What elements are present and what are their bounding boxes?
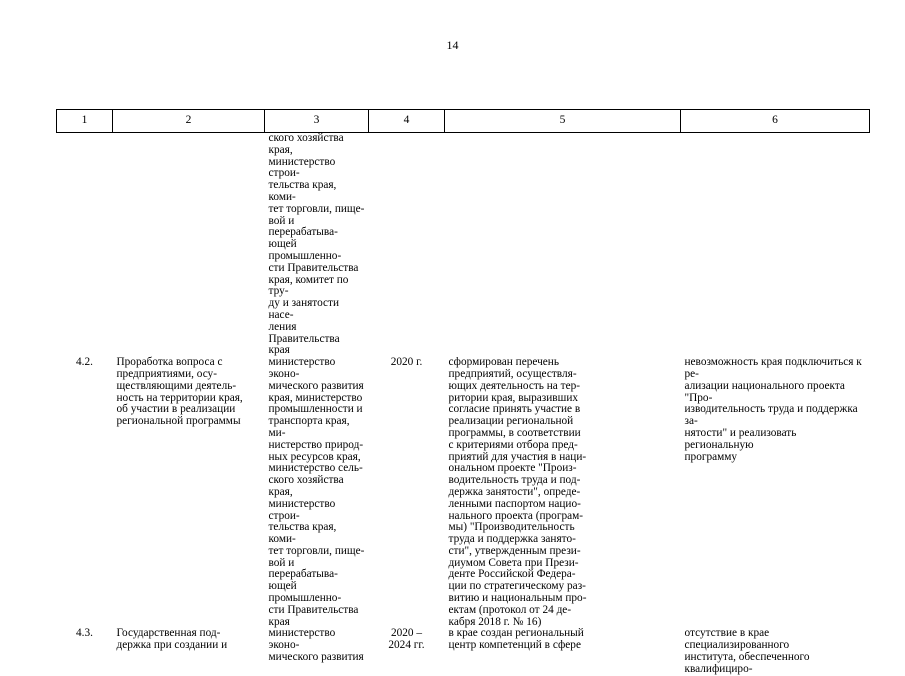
executors: министерство эконо- мического развития края, министерство промышленности и транспорта края, ми- нистерство природ- ных ресурсов края, министерство сель- ского хозяйства края, министерство строи- тельства края, коми- тет торговли, пище- вой и перерабатыва- ющей промышленно- сти Правительства края [268, 356, 365, 628]
measures-table [56, 109, 870, 676]
period: 2020 – 2024 гг. [388, 627, 425, 652]
period [369, 133, 445, 358]
table-header [57, 110, 870, 133]
row-number [57, 133, 113, 358]
executors: министерство эконо- мического развития [268, 627, 364, 664]
expected-result: сформирован перечень предприятий, осуществля- ющих деятельность на тер- ритории края, выразивших согласие принять участие в реализации региональной программы, в соответствии с критериями отбора пред- приятий для участия в наци- ональном проекте "Произ- водительность труда и под- держка занятости", опреде- ленными паспортом нацио- нального проекта (програм- мы) "Производительность труда и поддержка занято- сти", утвержденным прези- диумом Совета при Прези- денте Российской Федера- ции по стратегическому раз- витию и национальным про- ектам (протокол от 24 де- кабря 2018 г. № 16) [448, 356, 587, 628]
measure-name: Проработка вопроса с предприятиями, осу- ществляющими деятель- ность на территории края, об участии в реализации региональной программы [116, 356, 243, 428]
page-number: 14 [446, 38, 459, 52]
executors: ского хозяйства края, министерство строи- тельства края, коми- тет торговли, пище- вой и перерабатыва- ющей промышленно- сти Правительства края, комитет по тру- ду и занятости насе- ления Правительства края [268, 132, 365, 357]
header-col-5: 5 [445, 110, 681, 133]
measure-name [113, 133, 265, 358]
header-col-2: 2 [113, 110, 265, 133]
consequences: невозможность края подключиться к ре- ализации национального проекта "Про- изводительность труда и поддержка за- нятости" и реализовать региональную программу [684, 356, 862, 463]
consequences [681, 133, 870, 358]
row-number: 4.2. [76, 356, 93, 369]
header-col-3: 3 [265, 110, 369, 133]
expected-result [445, 133, 681, 358]
row-number: 4.3. [76, 627, 93, 640]
header-col-6: 6 [681, 110, 870, 133]
measure-name: Государственная под- держка при создании и [116, 627, 228, 652]
header-row [57, 110, 870, 133]
header-col-4: 4 [369, 110, 445, 133]
period: 2020 г. [390, 356, 423, 369]
consequences: отсутствие в крае специализированного института, обеспеченного квалифициро- [684, 627, 810, 675]
table-row [57, 628, 870, 675]
table-row [57, 133, 870, 358]
expected-result: в крае создан региональный центр компетенций в сфере [448, 627, 584, 652]
table-row [57, 357, 870, 628]
header-col-1: 1 [57, 110, 113, 133]
